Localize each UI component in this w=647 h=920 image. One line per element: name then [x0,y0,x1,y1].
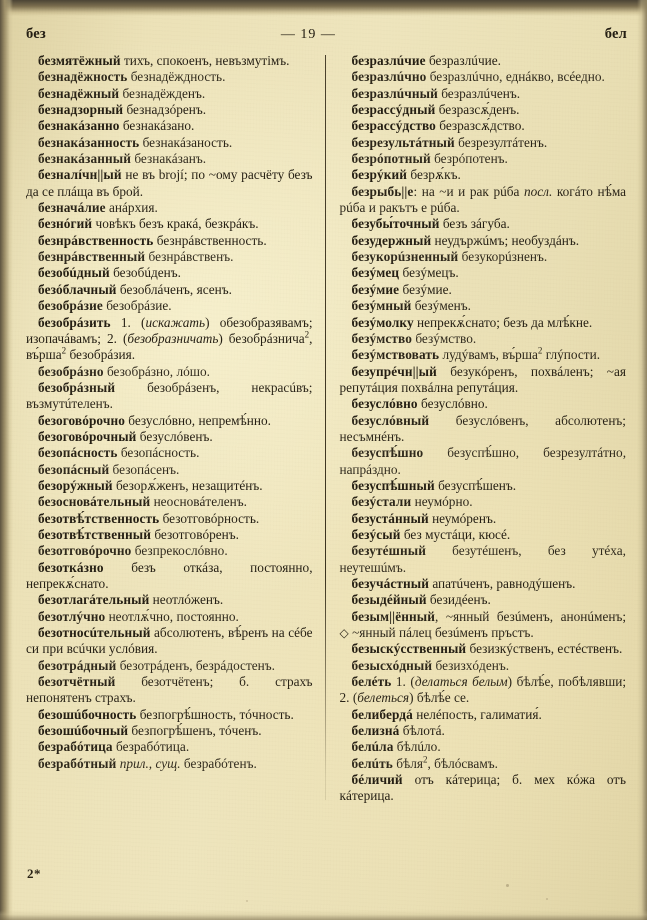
entry-gloss: неотлѫ́чно, постоянно. [108,608,239,624]
entry-headword: безошúбочность [38,706,137,722]
dictionary-entry [26,658,313,674]
entry-gloss: безýмецъ. [402,265,459,281]
dictionary-entry [340,707,627,723]
dictionary-entry [26,298,313,314]
entry-gloss: безнакáзано. [122,118,195,134]
entry-headword: безотвѣ́тственный [38,526,151,542]
entry-headword: безрыбь||е [351,183,414,199]
entry-headword: безýмствовать [351,347,440,363]
entry-headword: безнадзорный [38,102,124,118]
entry-headword: безрабóтица [38,739,113,755]
dictionary-entry [340,102,627,118]
entry-gloss: неосновáтеленъ. [153,494,247,510]
entry-gloss: абсолютенъ, вѣ́ренъ на сéбе си при всúчки услóвия. [26,625,313,657]
dictionary-entry [340,364,627,397]
diamond-phrase-marker-icon: ◇ [339,626,349,641]
entry-headword: безобрáзить [38,314,111,330]
entry-headword: безобрáзие [38,298,103,314]
dictionary-entry [26,102,313,118]
dictionary-entry [26,445,313,461]
entry-gloss: неумóренъ. [432,510,497,526]
entry-headword: безотвѣ́тственность [38,510,160,526]
scan-edge-top [0,0,647,16]
dictionary-entry [340,641,627,657]
entry-headword: белúть [351,755,393,771]
entry-headword: безутéшный [351,543,426,559]
entry-headword: безразлúчный [351,85,438,101]
dictionary-entry [26,86,313,102]
entry-gloss: безпогрѣ́шность, тóчность. [139,706,294,722]
dictionary-entry [26,200,313,216]
gloss-italic-note: сущ. [155,755,181,771]
gloss-italic-note: делаться белым [414,674,508,690]
dictionary-entry [340,86,627,102]
entry-headword: безупрéчн||ый [351,363,437,379]
two-column-body [26,53,626,858]
entry-gloss: безпрекослóвно. [134,543,228,559]
entry-headword: безрезультáтный [351,134,455,150]
entry-headword: безнадёжный [38,85,120,101]
entry-headword: безубы́точный [351,216,440,232]
entry-headword: безнадёжность [38,69,128,85]
dictionary-entry [340,658,627,674]
entry-headword: безрассýдство [351,118,436,134]
running-head-right-guideword: бел [604,26,627,42]
entry-gloss: безнрáвственъ. [148,249,234,265]
entry-gloss: безобрáзенъ, некрасúвъ; възмутúтеленъ. [26,379,313,412]
entry-gloss: : на ~и и рак рúба посл. когáто нѣ́ма рúба и ракътъ е рúба. [339,183,627,216]
dictionary-entry [340,674,627,707]
scan-edge-right [637,0,647,920]
dictionary-entry [26,282,313,298]
dictionary-entry [26,723,313,739]
dictionary-entry [26,560,313,593]
right-column [326,53,627,858]
dictionary-entry [340,69,627,85]
dictionary-entry [340,118,627,134]
running-head [26,26,627,44]
dictionary-entry [26,69,313,85]
entry-gloss: безорѫ́женъ, незащитéнъ. [116,477,263,493]
entry-headword: безотлагáтельный [38,592,150,608]
entry-headword: безучáстный [351,576,429,591]
paper-speck [506,884,509,887]
entry-headword: безнакáзанный [38,151,131,167]
entry-headword: безосновáтельный [38,494,151,510]
dictionary-entry [340,445,627,478]
entry-headword: безоткáзно [38,559,104,575]
page-number: — 19 — [280,27,336,42]
dictionary-entry [26,592,313,608]
entry-gloss: без мустáци, кюсé. [403,526,511,542]
dictionary-entry [340,511,627,527]
dictionary-entry [26,739,313,755]
entry-headword: безуспѣ́шно [351,445,424,461]
entry-headword: безýмец [351,265,400,281]
entry-gloss: безнадзóренъ. [126,102,207,118]
entry-gloss: безрезултáтенъ. [458,134,548,150]
entry-gloss: безрабóтица. [116,739,190,755]
entry-gloss: безъ откáза, постоянно, непрекѫ́снато. [26,559,313,591]
entry-gloss: , ~янный безúменъ, анонúменъ; ◇ ~янный пáлец безúменъ пръстъ. [339,608,627,641]
gloss-italic-note: искажать [145,314,206,330]
entry-headword: безрýкий [351,167,408,183]
entry-headword: безотчётный [38,674,116,690]
dictionary-entry [340,723,627,739]
entry-headword: безрассýдный [351,102,436,118]
dictionary-entry [340,135,627,151]
running-head-left-guideword: без [26,26,46,42]
dictionary-entry [340,609,627,642]
dictionary-entry [340,216,627,232]
entry-gloss: безотговóрность. [162,510,260,526]
entry-gloss: безидéенъ. [429,592,491,608]
entry-gloss: безуслóвно. [421,396,488,412]
dictionary-entry [340,413,627,446]
entry-headword: безнакáзанность [38,134,140,150]
entry-gloss: не въ brojí; по ~ому расчёту безъ да се плáща въ брой. [26,167,313,199]
gloss-italic-note: безобразничать [127,330,219,346]
entry-headword: безопáсность [38,445,118,461]
dictionary-entry [340,772,627,805]
entry-gloss: безýмие. [402,281,452,297]
dictionary-entry [26,216,313,232]
dictionary-entry [26,429,313,445]
entry-gloss: непрекѫ́снато; безъ да млѣ́кне. [417,314,593,330]
entry-headword: белúла [351,739,394,755]
entry-headword: безразлúчно [351,69,427,85]
entry-headword: безнакáзанно [38,118,120,134]
entry-headword: безобúдный [38,265,110,281]
entry-headword: безýмство [351,330,412,346]
entry-gloss: безобрáзие. [106,298,172,314]
entry-gloss: безнакáзаность. [142,134,233,150]
dictionary-entry [26,494,313,510]
entry-gloss: безукóренъ, похвáленъ; ~ая репутáция похвáлна репутáция. [339,363,627,395]
entry-headword: безнрáвственность [38,232,154,248]
entry-headword: безýмие [351,281,400,297]
left-column [26,53,325,858]
dictionary-entry [340,233,627,249]
entry-gloss: 1. (делаться белым) бѣлѣ́е, побѣлявши; 2. (белеться) бѣлѣ́е се. [339,674,627,706]
dictionary-entry [340,478,627,494]
entry-headword: безразлúчие [351,53,426,68]
entry-gloss: безизкýственъ, естéственъ. [469,641,623,657]
entry-headword: безналíчн||ый [38,167,122,183]
entry-gloss: 1. (искажать) обезобразявамъ; изопачáвамъ; 2. (безобразничать) безобрáзнича$^2$, въ́рша$^2$ безобрáзия. [26,314,313,363]
entry-gloss: безýменъ. [414,298,471,314]
entry-headword: безобрáзно [38,363,104,379]
entry-gloss: безотговóренъ. [154,526,239,542]
entry-gloss: безобúденъ. [113,265,181,281]
entry-gloss: безрóпотенъ. [434,151,508,167]
dictionary-entry [340,53,627,69]
entry-gloss: безрѫ́къ. [410,167,461,183]
dictionary-entry [26,167,313,200]
dictionary-entry [340,756,627,772]
entry-gloss: нелéпость, галиматия́. [416,706,542,722]
entry-headword: безустáнный [351,510,429,526]
dictionary-entry [26,511,313,527]
entry-gloss: безоблáченъ, ясенъ. [119,281,232,297]
dictionary-entry [26,53,313,69]
dictionary-entry [340,527,627,543]
dictionary-entry [26,756,313,772]
entry-headword: безыдéйный [351,592,427,608]
entry-gloss: лудýвамъ, въ́рша$^2$ глýпости. [442,345,601,363]
entry-headword: безоговóрочный [38,428,137,444]
dictionary-entry [26,118,313,134]
dictionary-entry [340,739,627,755]
entry-gloss: бѣля$^2$, бѣлóсвамъ. [396,754,498,771]
entry-gloss: безнадёжденъ. [122,85,206,101]
dictionary-entry [26,151,313,167]
entry-headword: безукорúзненный [351,249,459,265]
dictionary-entry [26,413,313,429]
gloss-italic-note: белеться [357,690,410,706]
entry-gloss: безýмство. [415,330,477,346]
dictionary-entry [340,265,627,281]
entry-headword: бéличий [351,772,403,788]
dictionary-entry [26,625,313,658]
entry-gloss: безобрáзно, лóшо. [106,363,210,379]
aspect-superscript: 2 [537,345,543,356]
entry-headword: безýстали [351,494,412,510]
entry-gloss: безуслóвенъ. [139,428,213,444]
entry-gloss: безуспѣ́шенъ. [438,477,517,493]
dictionary-entry [340,315,627,331]
gloss-italic-note: посл. [523,183,553,199]
paper-speck [546,898,548,900]
entry-gloss: безутéшенъ, без утéха, неутешúмъ. [339,543,626,575]
aspect-superscript: 2 [304,329,310,340]
entry-gloss: безопáсность. [120,445,200,461]
entry-gloss: безразлúчие. [428,53,501,68]
entry-headword: безоговóрочно [38,412,125,428]
entry-headword: безуслóвный [351,412,430,428]
entry-gloss: анáрхия. [109,200,158,216]
entry-gloss: неотлóженъ. [152,592,224,608]
entry-gloss: отъ кáтерица; б. мех кóжа отъ кáтерица. [339,772,627,804]
dictionary-entry [26,265,313,281]
entry-headword: безобрáзный [38,379,116,395]
entry-headword: безýсый [351,526,401,542]
entry-gloss: човѣкъ безъ кракá, безкрáкъ. [95,216,259,232]
dictionary-entry [26,478,313,494]
dictionary-entry [26,609,313,625]
entry-gloss: безразлúчно, еднáкво, всéедно. [429,69,605,85]
entry-headword: безысхóдный [351,657,433,673]
entry-gloss: безнадёждность. [130,69,226,85]
dictionary-entry [340,396,627,412]
dictionary-entry [340,331,627,347]
dictionary-entry [26,707,313,723]
entry-gloss: безъ зáгуба. [442,216,510,232]
entry-headword: безнóгий [38,216,93,232]
entry-headword: безначáлие [38,200,106,216]
dictionary-entry [340,298,627,314]
entry-gloss: безразлúченъ. [441,85,521,101]
dictionary-entry [340,347,627,363]
dictionary-entry [26,543,313,559]
entry-headword: безорýжный [38,477,113,493]
dictionary-entry [340,282,627,298]
dictionary-entry [26,527,313,543]
dictionary-entry [340,543,627,576]
entry-gloss: безотрáденъ, безрáдостенъ. [119,657,275,673]
entry-gloss: безуспѣ́шно, безрезултáтно, напрáздно. [339,445,627,477]
entry-headword: безрóпотный [351,151,431,167]
entry-gloss: безразсѫ́дство. [439,118,525,134]
dictionary-entry [340,184,627,217]
entry-gloss: безпогрѣ́шенъ, тóченъ. [131,723,262,739]
entry-gloss: тихъ, спокоенъ, невъзмутімъ. [124,53,290,68]
paper-speck [246,900,248,902]
gloss-italic-note: прил., [119,755,153,771]
entry-headword: безуслóвно [351,396,418,412]
dictionary-entry [340,576,627,592]
entry-headword: безнрáвственный [38,249,146,265]
entry-headword: безотлýчно [38,608,106,624]
dictionary-entry [340,249,627,265]
scan-edge-left [0,0,13,920]
dictionary-entry [26,674,313,707]
entry-headword: безыскýсственный [351,641,467,657]
dictionary-entry [26,315,313,364]
dictionary-entry [26,233,313,249]
entry-gloss: бѣлотá. [402,723,445,739]
entry-headword: белизнá [351,723,400,739]
entry-headword: безýмный [351,298,412,314]
entry-headword: белибердá [351,706,413,722]
entry-gloss: неудържúмъ; необуздáнъ. [434,232,580,248]
entry-headword: безуспѣ́шный [351,477,435,493]
entry-gloss: безразсѫ́денъ. [438,102,520,118]
entry-gloss: безуслóвно, непремѣ́нно. [128,412,271,428]
dictionary-entry [26,364,313,380]
entry-headword: безýмолку [351,314,414,330]
signature-mark: 2* [27,866,41,881]
dictionary-entry [340,592,627,608]
dictionary-entry [340,167,627,183]
entry-gloss: безнрáвственность. [156,232,267,248]
entry-headword: безотносúтельный [38,625,151,641]
entry-headword: безошúбочный [38,723,129,739]
dictionary-entry [26,249,313,265]
entry-gloss: безуслóвенъ, абсолютенъ; несъмнéнъ. [339,412,627,444]
aspect-superscript: 2 [61,345,67,356]
entry-gloss: неумóрно. [414,494,473,510]
aspect-superscript: 2 [422,754,428,765]
entry-headword: безудержный [351,232,432,248]
entry-gloss: безотчётенъ; б. страхъ непонятенъ страхъ. [26,674,313,706]
entry-headword: безопáсный [38,461,110,477]
dictionary-entry [340,494,627,510]
dictionary-entry [340,151,627,167]
entry-gloss: безукорúзненъ. [461,249,548,265]
dictionary-entry [26,135,313,151]
entry-headword: безрабóтный [38,755,117,771]
entry-headword: безотрáдный [38,657,117,673]
dictionary-entry [26,380,313,413]
entry-gloss: безизхóденъ. [435,657,510,673]
entry-headword: безотговóрочно [38,543,132,559]
dictionary-entry [26,462,313,478]
scan-edge-bottom [0,910,647,920]
entry-gloss: бѣлúло. [396,739,441,755]
entry-gloss: безопáсенъ. [112,461,180,477]
entry-gloss: апатúченъ, равнодýшенъ. [432,576,576,591]
entry-headword: безмятёжный [38,53,121,68]
entry-gloss: прил., сущ. безрабóтенъ. [119,755,257,771]
entry-headword: белéть [351,674,392,690]
entry-gloss: безнакáзанъ. [134,151,207,167]
entry-headword: безым||ённый [351,608,435,624]
entry-headword: безóблачный [38,281,117,297]
